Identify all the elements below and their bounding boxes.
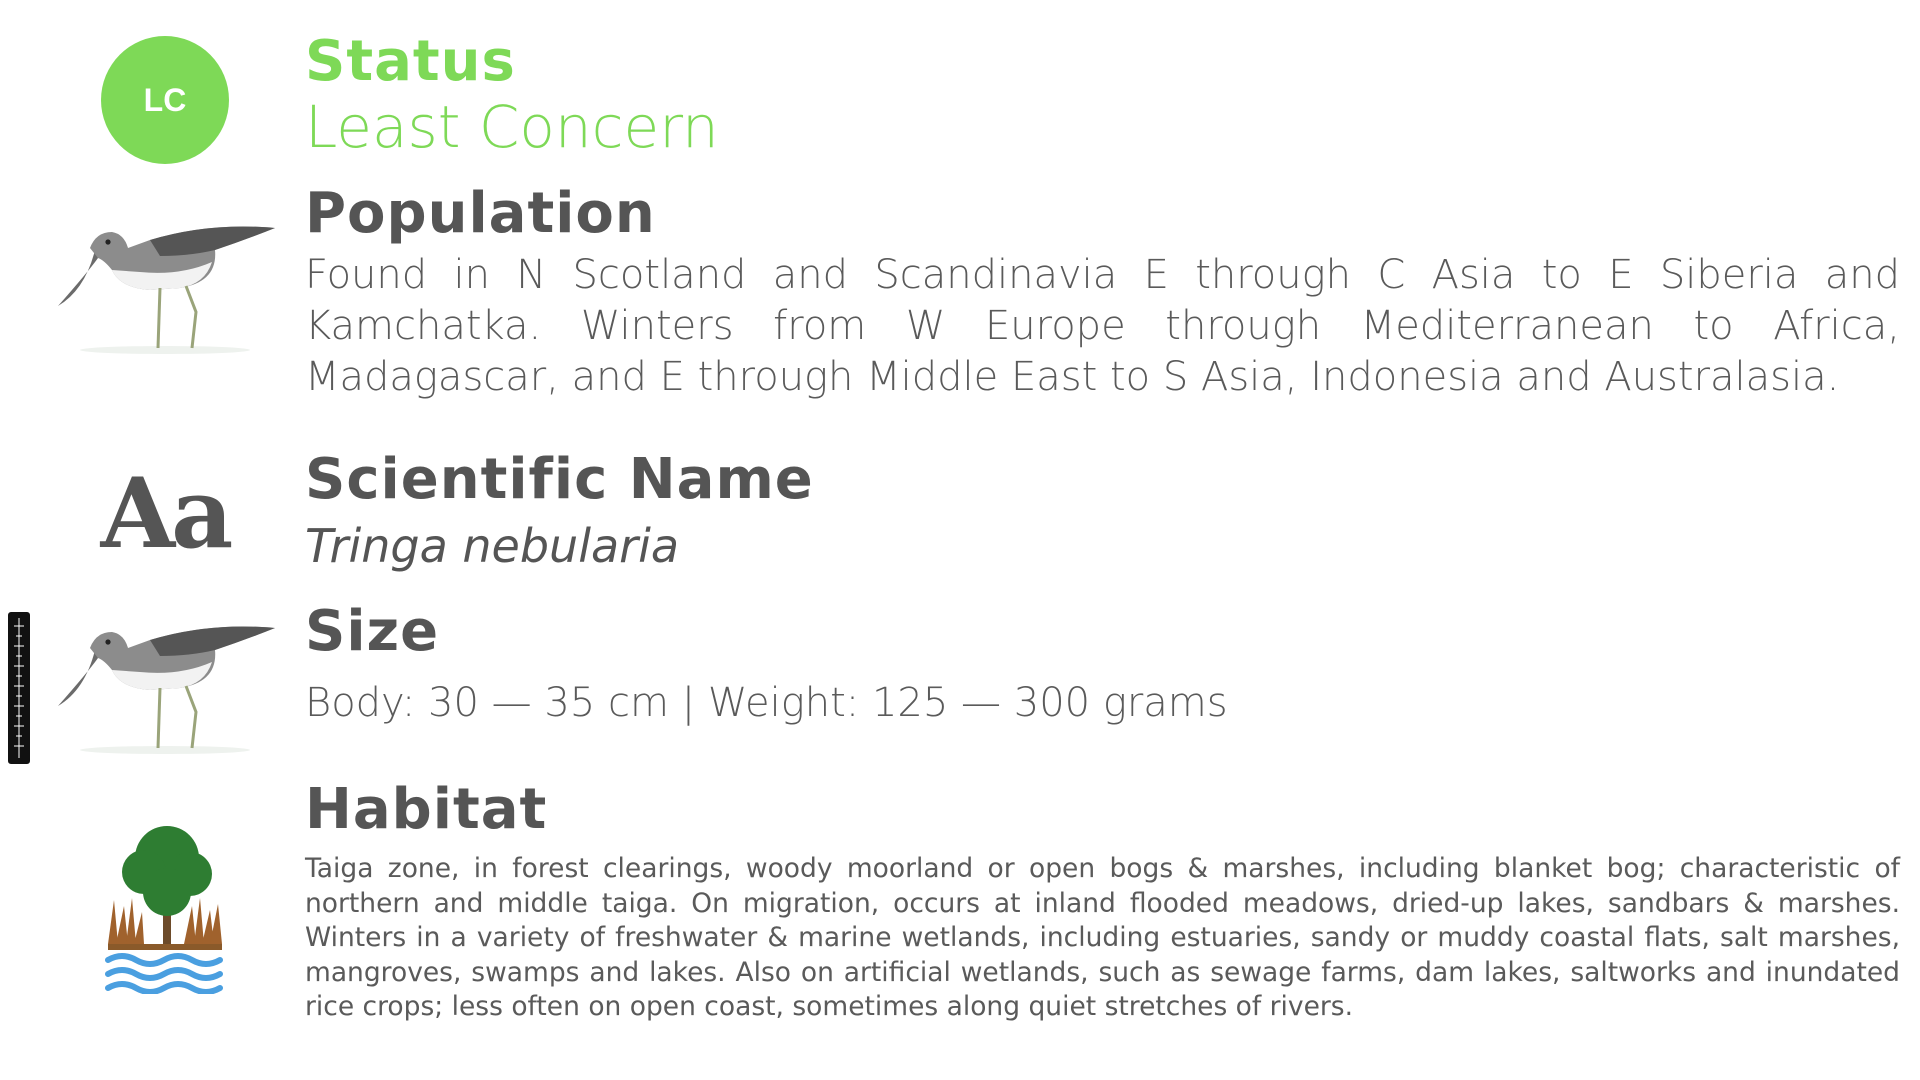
habitat-section	[0, 778, 1920, 1038]
habitat-text: Taiga zone, in forest clearings, woody moorland or open bogs & marshes, including blanket bog; characteristic of northern and middle taiga. On migration, occurs at inland flooded meadows, dried-up lakes, sandbars & marshes. Winters in a variety of freshwater & marine wetlands, including estuaries, sandy or muddy coastal flats, salt marshes, mangroves, swamps and lakes. Also on artificial wetlands, such as sewage farms, dam lakes, saltworks and inundated rice crops; less often on open coast, sometimes along quiet stretches of rivers.	[305, 853, 1900, 1022]
bird-illustration-size	[40, 610, 290, 760]
status-badge-label: LC	[143, 81, 187, 118]
bird-icon	[40, 210, 290, 360]
wetland-tree-icon	[40, 814, 290, 994]
status-section	[0, 30, 1920, 170]
size-section	[0, 600, 1920, 770]
typography-icon	[40, 458, 290, 568]
status-badge	[101, 36, 229, 164]
status-heading: Status	[305, 29, 516, 94]
population-heading: Population	[305, 181, 656, 246]
bird-illustration	[40, 210, 290, 360]
scientific-name-section	[0, 448, 1920, 588]
ruler-icon	[8, 612, 30, 764]
size-text: Body: 30 — 35 cm | Weight: 125 — 300 grams	[305, 680, 1228, 726]
bird-with-ruler-icon	[40, 610, 290, 760]
scientific-name-value: Tringa nebularia	[305, 519, 680, 573]
population-section	[0, 182, 1920, 422]
habitat-illustration	[100, 814, 230, 994]
status-icon-wrapper	[40, 36, 290, 164]
status-value: Least Concern	[305, 93, 719, 161]
habitat-heading: Habitat	[305, 777, 548, 842]
scientific-name-heading: Scientific Name	[305, 447, 814, 512]
size-heading: Size	[305, 599, 440, 664]
aa-icon-label: Aa	[100, 456, 230, 570]
population-text: Found in N Scotland and Scandinavia E through C Asia to E Siberia and Kamchatka. Winters from W Europe through Mediterranean to Africa, Madagascar, and E through Middle East to S Asia, Indonesia and Australasia.	[305, 252, 1900, 400]
